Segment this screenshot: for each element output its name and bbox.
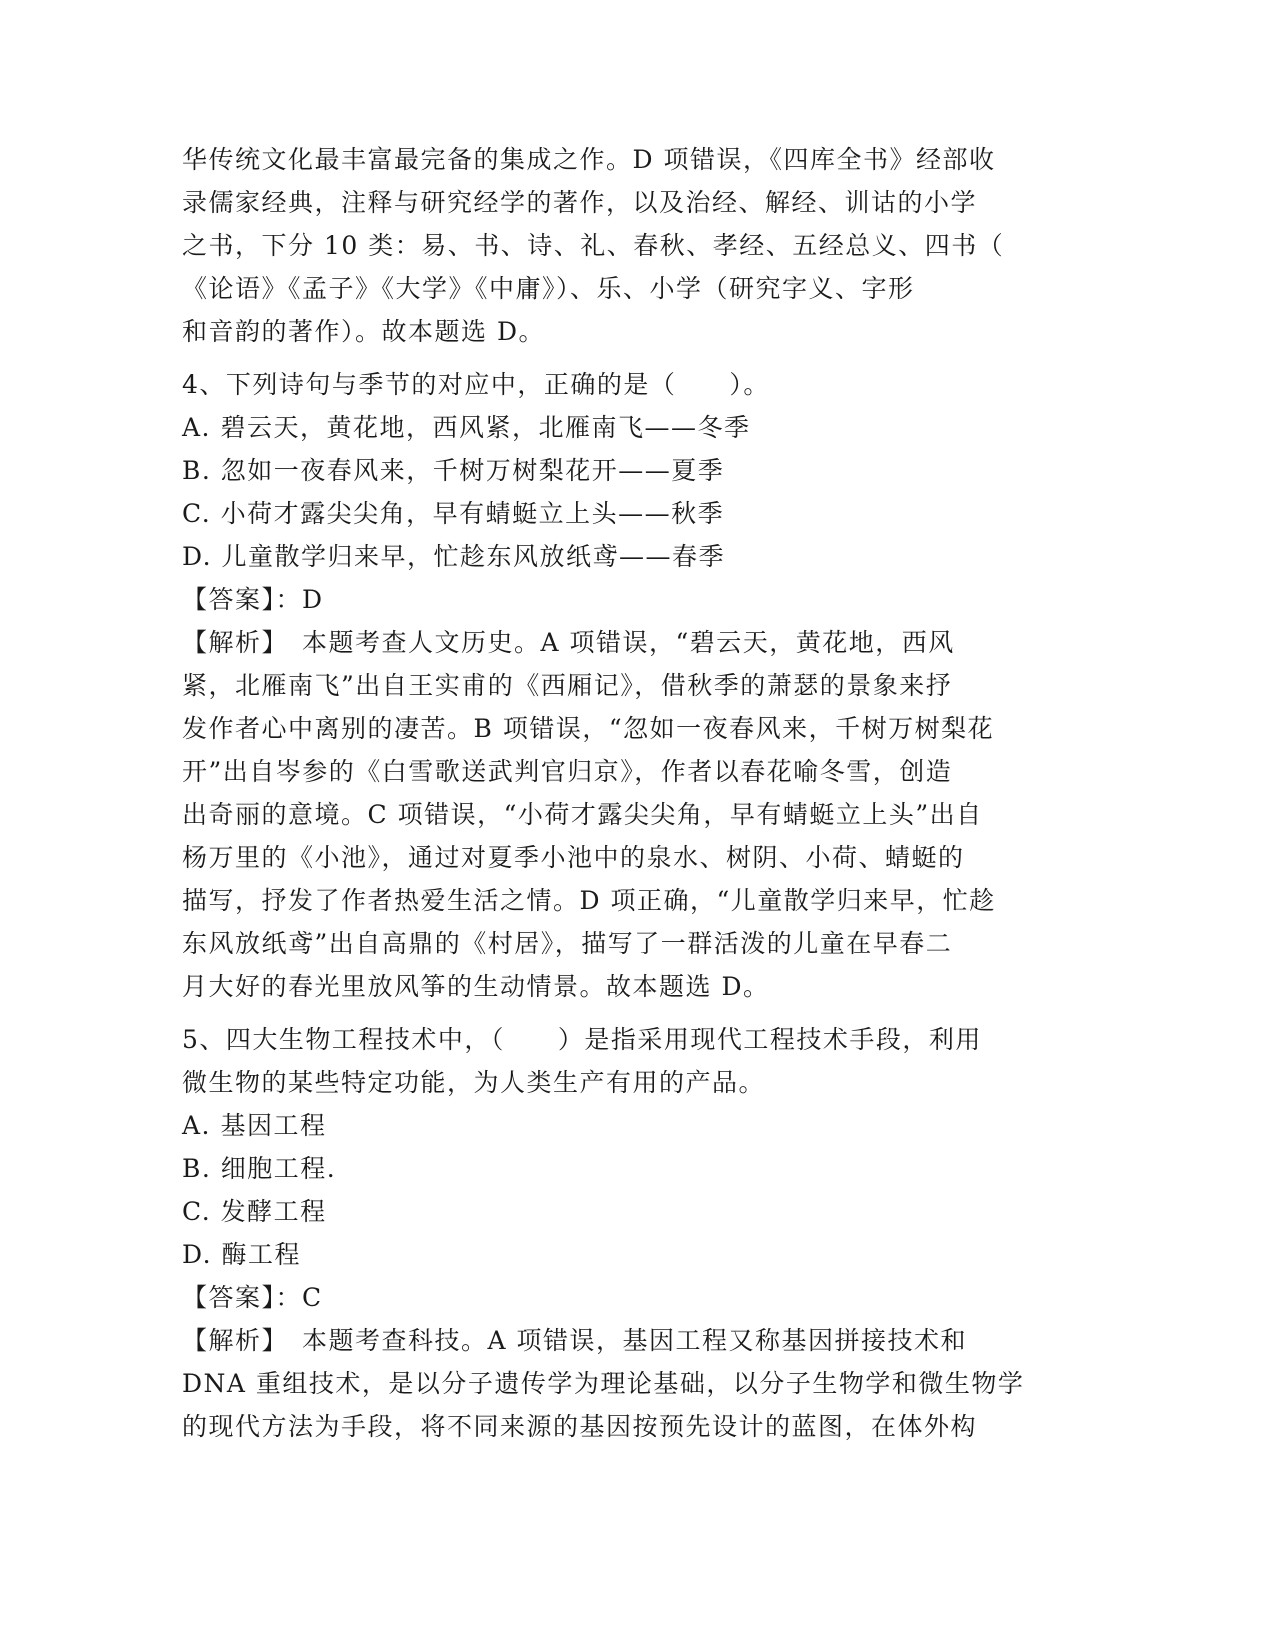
analysis <box>182 621 1082 1008</box>
analysis-line: 描写，抒发了作者热爱生活之情。D 项正确，“儿童散学归来早，忙趁 <box>182 886 996 915</box>
analysis-line: DNA 重组技术，是以分子遗传学为理论基础，以分子生物学和微生物学 <box>182 1369 1025 1398</box>
analysis-line: 月大好的春光里放风筝的生动情景。故本题选 D。 <box>182 972 770 1001</box>
option-d: D. 酶工程 <box>182 1240 302 1269</box>
text-line: 《论语》《孟子》《大学》《中庸》）、乐、小学（研究字义、字形 <box>182 274 915 303</box>
option-c: C. 发酵工程 <box>182 1197 327 1226</box>
analysis <box>182 1319 1082 1448</box>
analysis-line: 的现代方法为手段，将不同来源的基因按预先设计的蓝图，在体外构 <box>182 1412 978 1441</box>
previous-analysis-continuation <box>182 138 1082 353</box>
text-line: 之书，下分 10 类：易、书、诗、礼、春秋、孝经、五经总义、四书（ <box>182 231 1005 260</box>
option-b: B. 忽如一夜春风来，千树万树梨花开——夏季 <box>182 456 725 485</box>
question-4 <box>182 363 1082 1008</box>
analysis-line: 出奇丽的意境。C 项错误，“小荷才露尖尖角，早有蜻蜓立上头”出自 <box>182 800 983 829</box>
option-b: B. 细胞工程. <box>182 1154 337 1183</box>
option-a: A. 基因工程 <box>182 1111 327 1140</box>
analysis-line: 【解析】 本题考查科技。A 项错误，基因工程又称基因拼接技术和 <box>182 1326 968 1355</box>
question-stem: 4、下列诗句与季节的对应中，正确的是（ ）。 <box>182 370 770 399</box>
analysis-line: 开”出自岑参的《白雪歌送武判官归京》，作者以春花喻冬雪，创造 <box>182 757 953 786</box>
spacer <box>182 1008 1082 1018</box>
question-stem: 5、四大生物工程技术中，（ ）是指采用现代工程技术手段，利用 <box>182 1025 982 1054</box>
option-a: A. 碧云天，黄花地，西风紧，北雁南飞——冬季 <box>182 413 751 442</box>
question-5 <box>182 1018 1082 1448</box>
text-line: 和音韵的著作）。故本题选 D。 <box>182 317 545 346</box>
question-stem: 微生物的某些特定功能，为人类生产有用的产品。 <box>182 1068 766 1097</box>
analysis-line: 杨万里的《小池》，通过对夏季小池中的泉水、树阴、小荷、蜻蜓的 <box>182 843 965 872</box>
analysis-line: 发作者心中离别的凄苦。B 项错误，“忽如一夜春风来，千树万树梨花 <box>182 714 995 743</box>
analysis-line: 【解析】 本题考查人文历史。A 项错误，“碧云天，黄花地，西风 <box>182 628 955 657</box>
option-c: C. 小荷才露尖尖角，早有蜻蜓立上头——秋季 <box>182 499 725 528</box>
answer-line: 【答案】：D <box>182 585 324 614</box>
document-page <box>182 138 1082 1448</box>
text-line: 录儒家经典，注释与研究经学的著作，以及治经、解经、训诂的小学 <box>182 188 978 217</box>
analysis-line: 紧，北雁南飞”出自王实甫的《西厢记》，借秋季的萧瑟的景象来抒 <box>182 671 953 700</box>
analysis-line: 东风放纸鸢”出自高鼎的《村居》，描写了一群活泼的儿童在早春二 <box>182 929 953 958</box>
spacer <box>182 353 1082 363</box>
text-line: 华传统文化最丰富最完备的集成之作。D 项错误，《四库全书》经部收 <box>182 145 996 174</box>
answer-line: 【答案】：C <box>182 1283 323 1312</box>
option-d: D. 儿童散学归来早，忙趁东风放纸鸢——春季 <box>182 542 726 571</box>
